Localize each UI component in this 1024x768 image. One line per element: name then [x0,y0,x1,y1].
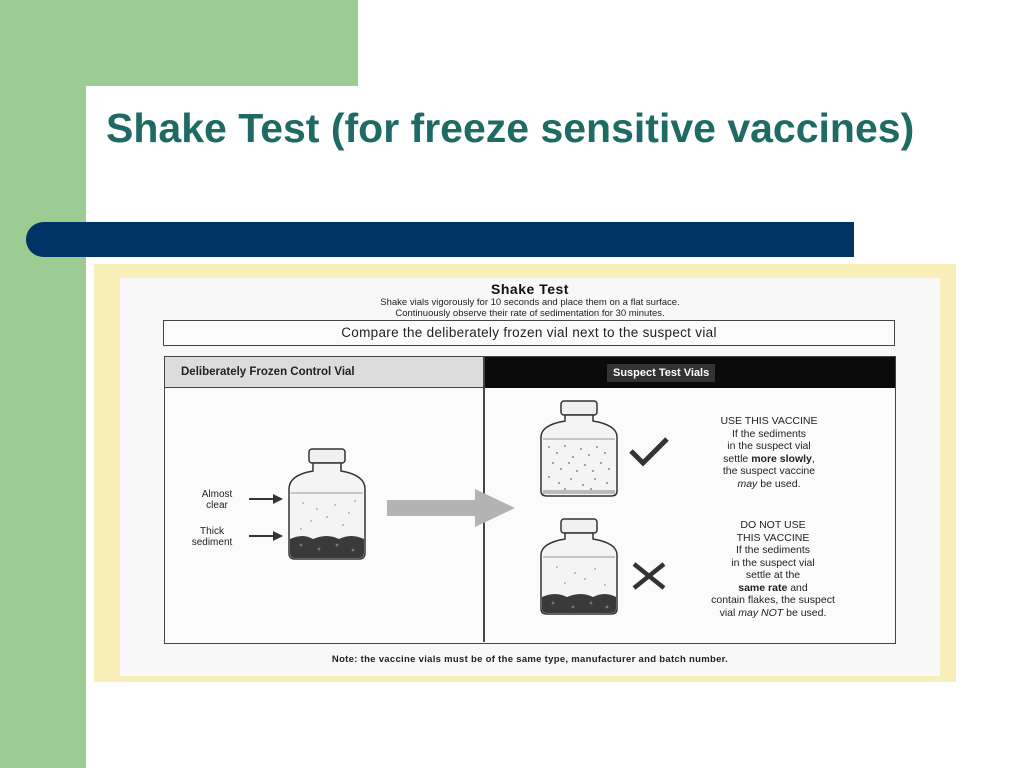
shake-test-figure [120,278,940,676]
suspect-vials-header [483,357,895,388]
green-side-bar [0,0,86,768]
title-underline-bar [26,222,854,257]
almost-clear-label: Almost clear [201,489,233,511]
almost-clear-arrow-icon [249,494,283,504]
control-vial-icon [283,447,371,563]
comparison-panel [164,356,896,644]
suspect-vials-heading: Suspect Test Vials [607,364,715,382]
instruction-line-2: Continuously observe their rate of sedimentation for 30 minutes. [395,308,665,319]
slide-title: Shake Test (for freeze sensitive vaccines) [106,105,915,151]
figure-heading: Shake Test [491,281,569,297]
thick-sediment-arrow-icon [249,531,283,541]
use-vaccine-text: USE THIS VACCINE If the sediments in the suspect vial settle more slowly, the suspect vaccine may be used. [720,415,818,490]
control-vial-heading: Deliberately Frozen Control Vial [165,357,483,388]
checkmark-icon [629,437,669,467]
compare-box: Compare the deliberately frozen vial next to the suspect vial [163,320,895,346]
suspect-vial-slow-icon [535,399,623,499]
comparison-arrow-icon [387,489,515,527]
do-not-use-vaccine-text: DO NOT USE THIS VACCINE If the sediments in the suspect vial settle at the same rate and contain flakes, the suspect vial may NOT be used. [711,519,835,619]
instruction-line-1: Shake vials vigorously for 10 seconds and place them on a flat surface. [380,297,680,308]
thick-sediment-label: Thick sediment [191,526,233,548]
figure-note: Note: the vaccine vials must be of the same type, manufacturer and batch number. [331,654,729,665]
figure-instructions [120,297,940,319]
suspect-vial-same-rate-icon [535,517,623,617]
